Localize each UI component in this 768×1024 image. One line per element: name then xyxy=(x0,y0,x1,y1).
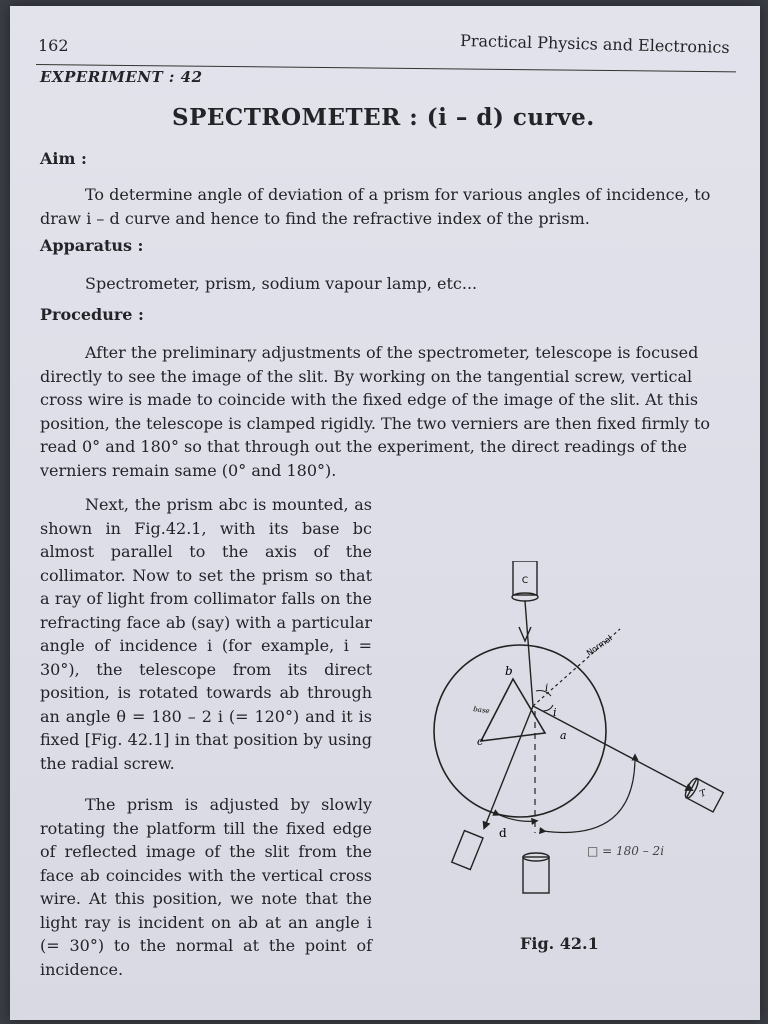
deviated-ray xyxy=(485,706,533,826)
label-base: base xyxy=(472,705,491,716)
textbook-page xyxy=(10,6,760,1020)
label-d: d xyxy=(499,826,507,840)
label-i-2: i xyxy=(553,706,557,719)
figure-caption: Fig. 42.1 xyxy=(520,934,599,953)
label-i-1: i xyxy=(545,683,549,694)
procedure-paragraph-3: The prism is adjusted by slowly rotating the platform till the fixed edge of reflected image of the slit from the face ab coincides with the vertical cross wire. At this position, we note that the light ray is incident on ab at an angle i (= 30°) to the normal at the point of incidence. xyxy=(40,795,372,979)
aim-heading: Aim : xyxy=(40,149,87,168)
apparatus-text: Spectrometer, prism, sodium vapour lamp, etc... xyxy=(85,274,478,293)
page-number: 162 xyxy=(38,36,69,55)
aim-text: To determine angle of deviation of a prism for various angles of incidence, to draw i – d curve and hence to find the refractive index of the prism. xyxy=(40,185,711,228)
theta-arc xyxy=(543,757,635,832)
telescope-deviated xyxy=(452,831,483,870)
label-collimator: C xyxy=(521,576,529,586)
procedure-paragraph-1: After the preliminary adjustments of the spectrometer, telescope is focused directly to see the image of the slit. By working on the tangential screw, vertical cross wire is made to coincide with the fixed edge of the image of the slit. At this position, the telescope is clamped rigidly. The two verniers are then fixed firmly to read 0° and 180° so that through out the experiment, the direct readings of the verniers remain same (0° and 180°). xyxy=(40,343,711,480)
label-normal: Normal xyxy=(584,633,614,658)
apparatus-heading: Apparatus : xyxy=(40,236,144,255)
incident-arrow xyxy=(519,627,531,641)
collimator-lens xyxy=(512,593,538,601)
label-a: a xyxy=(560,729,567,742)
label-telescope: T xyxy=(698,788,708,800)
telescope-direct xyxy=(523,857,549,893)
spectrometer-diagram xyxy=(405,561,745,981)
label-c: c xyxy=(477,735,484,748)
prism-abc xyxy=(481,679,545,741)
experiment-label: EXPERIMENT : 42 xyxy=(40,68,203,86)
reflected-ray xyxy=(533,706,690,789)
book-title: Practical Physics and Electronics xyxy=(460,30,731,57)
incident-ray xyxy=(525,601,533,706)
procedure-heading: Procedure : xyxy=(40,305,144,324)
label-b: b xyxy=(505,664,513,678)
procedure-paragraph-2: Next, the prism abc is mounted, as shown in Fig.42.1, with its base bc almost parallel to the axis of the collimator. Now to set the prism so that a ray of light from collimator falls on the refracting face ab (say) with a particular angle of incidence i (for example, i = 30°), the telescope from its direct position, is rotated towards ab through an angle θ = 180 – 2 i (= 120°) and it is fixed [Fig. 42.1] in that position by using the radial screw. xyxy=(40,495,372,773)
page-title: SPECTROMETER : (i – d) curve. xyxy=(172,104,595,131)
label-theta: □ = 180 – 2i xyxy=(587,844,665,858)
